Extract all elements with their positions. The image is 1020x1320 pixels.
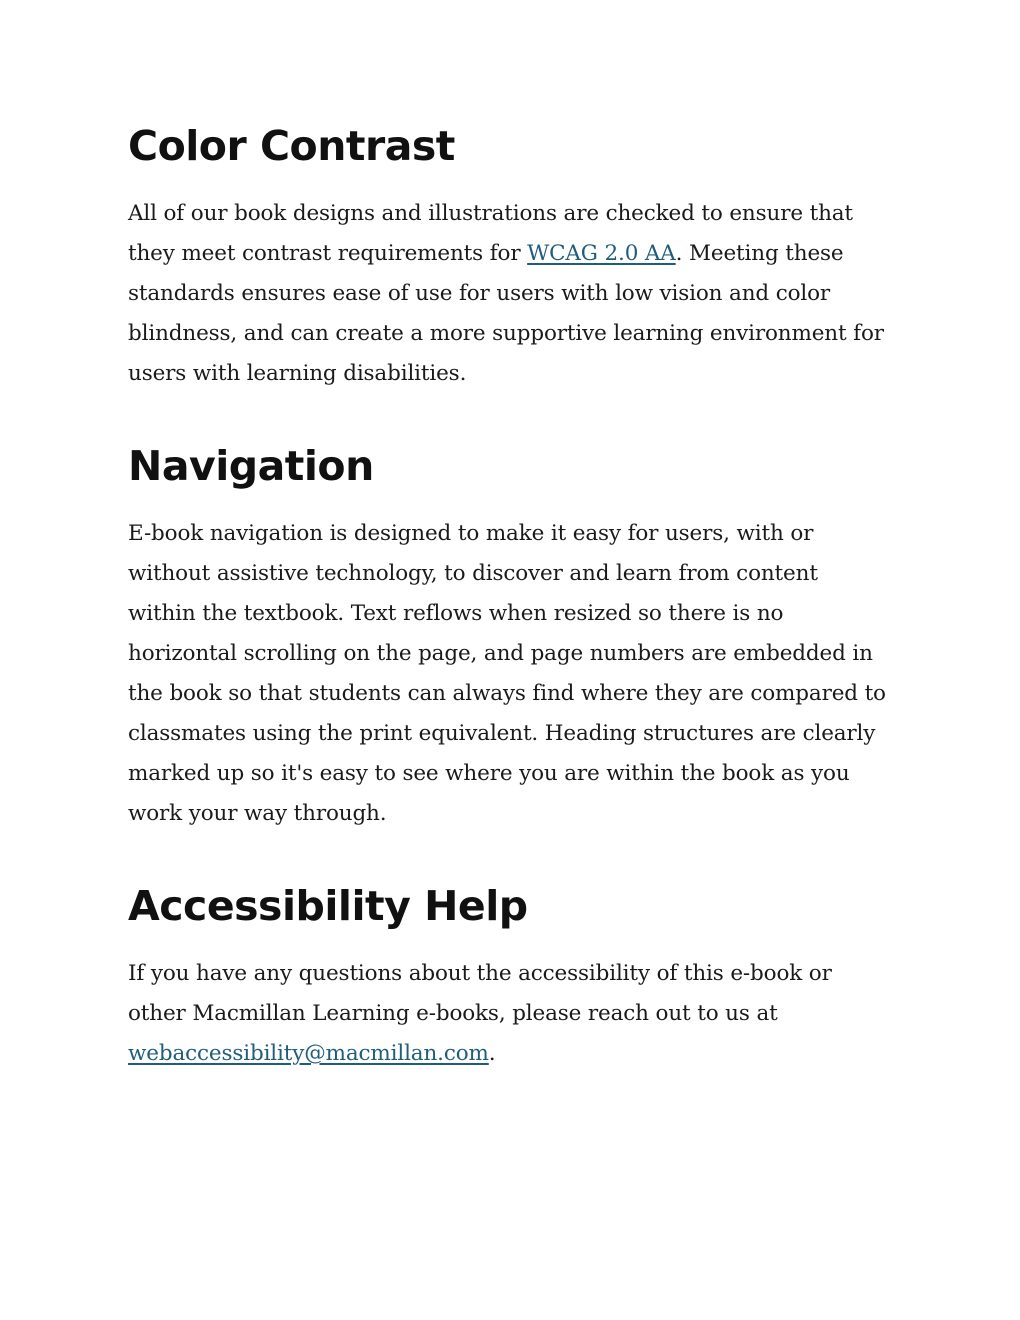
document-page <box>128 112 888 1112</box>
accessibility-help-paragraph <box>128 954 888 1074</box>
accessibility-help-heading: Accessibility Help <box>128 882 528 930</box>
color-contrast-section <box>128 112 888 394</box>
accessibility-help-section <box>128 872 888 1074</box>
accessibility-help-text-start: If you have any questions about the accessibility of this e-book or other Macmillan Learning e-books, please reach out to us at <box>128 961 832 1026</box>
navigation-section <box>128 432 888 834</box>
wcag-link[interactable]: WCAG 2.0 AA <box>527 241 676 266</box>
color-contrast-text-start: All of our book designs and illustrations are checked to ensure that they meet contrast requirements for <box>128 201 853 266</box>
navigation-paragraph: E-book navigation is designed to make it easy for users, with or without assistive technology, to discover and learn from content within the textbook. Text reflows when resized so there is no horizontal scrolling on the page, and page numbers are embedded in the book so that students can always find where they are compared to classmates using the print equivalent. Heading structures are clearly marked up so it's easy to see where you are within the book as you work your way through. <box>128 521 886 826</box>
navigation-heading: Navigation <box>128 442 374 490</box>
color-contrast-paragraph <box>128 194 888 394</box>
color-contrast-text-end: . Meeting these standards ensures ease of use for users with low vision and color blindness, and can create a more supportive learning environment for users with learning disabilities. <box>128 241 884 386</box>
accessibility-help-text-end: . <box>488 1041 496 1066</box>
color-contrast-heading: Color Contrast <box>128 122 455 170</box>
email-link[interactable]: webaccessibility@macmillan.com <box>128 1041 489 1066</box>
